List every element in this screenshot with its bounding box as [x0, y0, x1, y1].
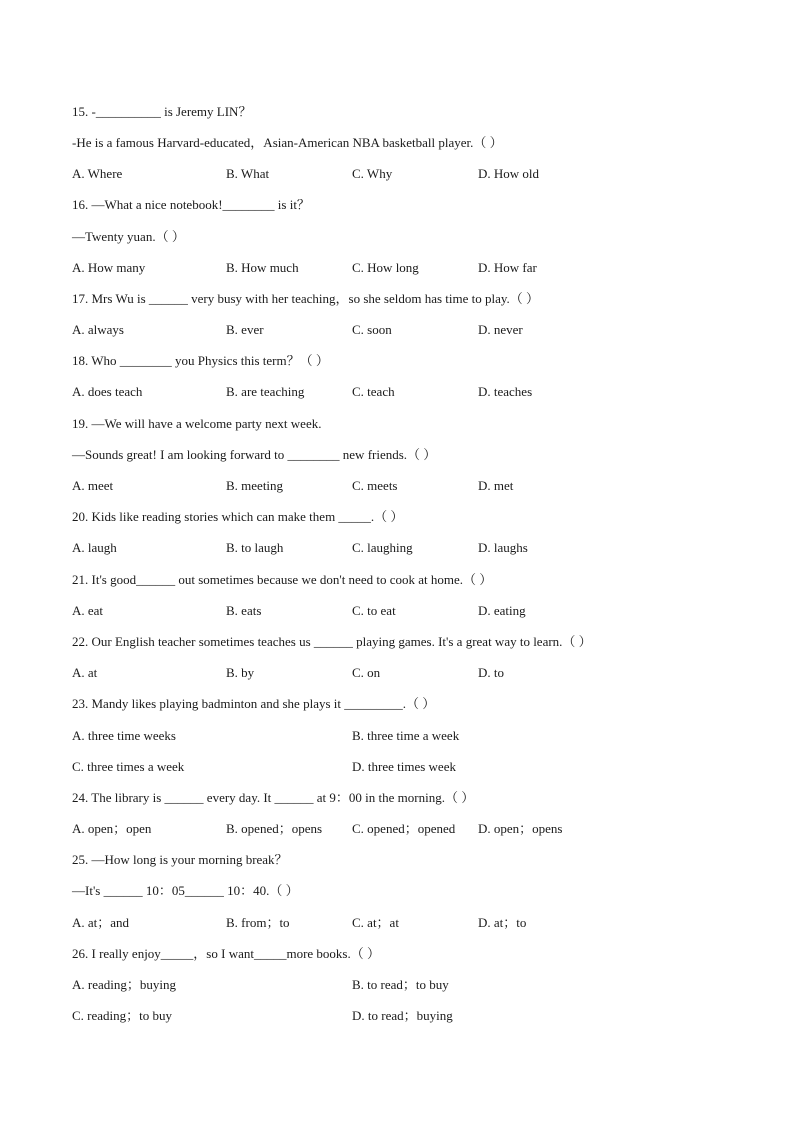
option-d: D. to read；buying — [352, 1008, 453, 1023]
option-b: B. from；to — [226, 915, 290, 930]
option-d: D. How far — [478, 260, 537, 275]
question-25-stem: 25. —How long is your morning break？ — [72, 852, 288, 867]
option-c: C. opened；opened — [352, 821, 456, 836]
option-c: C. reading；to buy — [72, 1008, 173, 1023]
question-26-stem: 26. I really enjoy_____，so I want_____more books.（ ） — [72, 946, 380, 961]
question-21-stem: 21. It's good______ out sometimes because we don't need to cook at home.（ ） — [72, 572, 493, 587]
option-a: A. laugh — [72, 540, 117, 555]
question-26-options-row-2 — [72, 1005, 712, 1027]
question-16-reply: —Twenty yuan.（ ） — [72, 229, 185, 244]
option-d: D. How old — [478, 166, 540, 181]
option-d: D. laughs — [478, 540, 528, 555]
option-d: D. three times week — [352, 759, 456, 774]
option-d: D. open；opens — [478, 821, 563, 836]
question-23-options-row-1 — [72, 725, 712, 747]
option-d: D. met — [478, 478, 514, 493]
option-c: C. at；at — [352, 915, 399, 930]
option-c: C. Why — [352, 166, 393, 181]
question-17-stem: 17. Mrs Wu is ______ very busy with her teaching，so she seldom has time to play.（ ） — [72, 291, 540, 306]
question-22-options — [72, 662, 712, 684]
option-d: D. to — [478, 665, 504, 680]
question-16-stem: 16. —What a nice notebook!________ is it？ — [72, 197, 310, 212]
option-c: C. soon — [352, 322, 392, 337]
option-a: A. eat — [72, 603, 104, 618]
option-c: C. meets — [352, 478, 398, 493]
option-c: C. How long — [352, 260, 419, 275]
option-a: A. Where — [72, 166, 123, 181]
question-20-options — [72, 537, 712, 559]
option-a: A. always — [72, 322, 124, 337]
option-a: A. open；open — [72, 821, 152, 836]
question-22-stem: 22. Our English teacher sometimes teaches us ______ playing games. It's a great way to learn.（ ） — [72, 634, 592, 649]
question-26-options-row-1 — [72, 974, 712, 996]
question-23-options-row-2 — [72, 756, 712, 778]
question-18-options — [72, 381, 712, 403]
question-19-options — [72, 475, 712, 497]
option-c: C. on — [352, 665, 381, 680]
question-19-stem: 19. —We will have a welcome party next week. — [72, 416, 322, 431]
option-b: B. meeting — [226, 478, 284, 493]
question-19-reply: —Sounds great! I am looking forward to ________ new friends.（ ） — [72, 447, 437, 462]
question-24-stem: 24. The library is ______ every day. It ______ at 9：00 in the morning.（ ） — [72, 790, 475, 805]
option-c: C. laughing — [352, 540, 413, 555]
option-a: A. at — [72, 665, 98, 680]
option-d: D. eating — [478, 603, 526, 618]
option-d: D. teaches — [478, 384, 533, 399]
question-25-options — [72, 912, 712, 934]
question-21-options — [72, 600, 712, 622]
option-b: B. to laugh — [226, 540, 284, 555]
question-20-stem: 20. Kids like reading stories which can make them _____.（ ） — [72, 509, 404, 524]
option-b: B. to read；to buy — [352, 977, 449, 992]
option-a: A. at；and — [72, 915, 130, 930]
question-15-reply: -He is a famous Harvard-educated，Asian-American NBA basketball player.（ ） — [72, 135, 503, 150]
question-24-options — [72, 818, 712, 840]
option-c: C. to eat — [352, 603, 396, 618]
option-b: B. What — [226, 166, 270, 181]
question-16-options — [72, 257, 712, 279]
option-a: A. reading；buying — [72, 977, 176, 992]
question-17-options — [72, 319, 712, 341]
option-a: A. does teach — [72, 384, 143, 399]
option-b: B. by — [226, 665, 255, 680]
option-b: B. ever — [226, 322, 264, 337]
option-d: D. at；to — [478, 915, 527, 930]
option-c: C. teach — [352, 384, 395, 399]
question-18-stem: 18. Who ________ you Physics this term？（ ） — [72, 353, 329, 368]
question-15-options — [72, 163, 712, 185]
option-b: B. are teaching — [226, 384, 305, 399]
option-b: B. three time a week — [352, 728, 460, 743]
option-b: B. eats — [226, 603, 262, 618]
option-a: A. meet — [72, 478, 114, 493]
question-23-stem: 23. Mandy likes playing badminton and she plays it _________.（ ） — [72, 696, 436, 711]
question-25-reply: —It's ______ 10：05______ 10：40.（ ） — [72, 883, 299, 898]
option-a: A. How many — [72, 260, 146, 275]
option-a: A. three time weeks — [72, 728, 176, 743]
option-c: C. three times a week — [72, 759, 185, 774]
option-d: D. never — [478, 322, 523, 337]
option-b: B. How much — [226, 260, 299, 275]
question-15-stem: 15. -__________ is Jeremy LIN？ — [72, 104, 252, 119]
option-b: B. opened；opens — [226, 821, 323, 836]
